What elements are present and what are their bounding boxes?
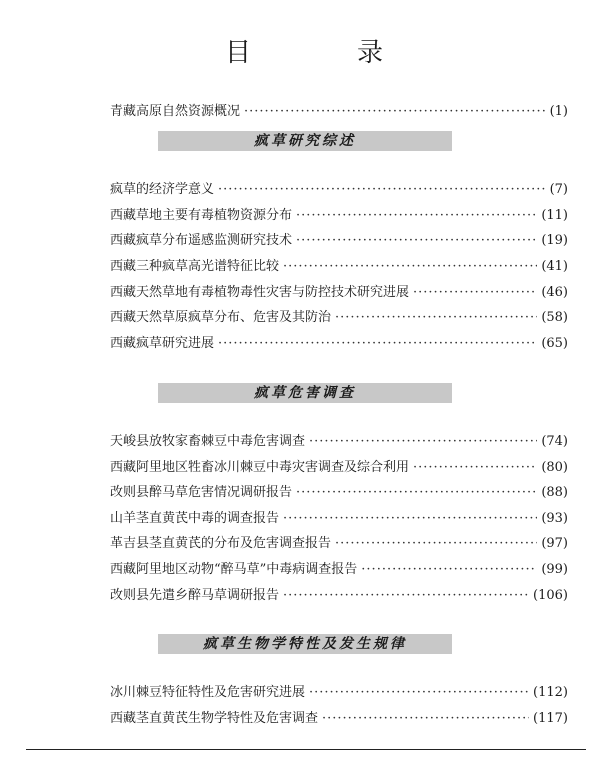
toc-entry[interactable] bbox=[110, 535, 568, 553]
toc-leader-dots bbox=[361, 561, 537, 579]
toc-entry[interactable] bbox=[110, 335, 568, 353]
toc-entry[interactable] bbox=[110, 710, 568, 728]
toc-entry-title: 西藏三种疯草高光谱特征比较 bbox=[110, 259, 280, 274]
toc-entry[interactable] bbox=[110, 561, 568, 579]
toc-entry-page: (106) bbox=[533, 588, 568, 603]
toc-entry-title: 疯草的经济学意义 bbox=[110, 182, 215, 197]
toc-entry-title: 天峻县放牧家畜棘豆中毒危害调查 bbox=[110, 434, 306, 449]
toc-entry-page: (41) bbox=[541, 259, 568, 274]
section-header: 疯草研究综述 bbox=[158, 131, 452, 151]
toc-entry-title: 革吉县茎直黄芪的分布及危害调查报告 bbox=[110, 536, 332, 551]
toc-leader-dots bbox=[335, 309, 537, 327]
toc-entry-page: (112) bbox=[533, 685, 568, 700]
toc-leader-dots bbox=[283, 587, 529, 605]
toc-entry-title: 冰川棘豆特征特性及危害研究进展 bbox=[110, 685, 306, 700]
toc-entry-page: (117) bbox=[533, 711, 568, 726]
toc-leader-dots bbox=[244, 103, 546, 121]
toc-entry-title: 西藏阿里地区牲畜冰川棘豆中毒灾害调查及综合利用 bbox=[110, 460, 410, 475]
toc-entry-page: (58) bbox=[541, 310, 568, 325]
footer-rule bbox=[26, 749, 586, 750]
toc-leader-dots bbox=[218, 181, 546, 199]
toc-entry-page: (97) bbox=[541, 536, 568, 551]
toc-leader-dots bbox=[322, 710, 529, 728]
toc-leader-dots bbox=[309, 433, 537, 451]
toc-entry[interactable] bbox=[110, 684, 568, 702]
toc-entry[interactable] bbox=[110, 309, 568, 327]
toc-entry-title: 西藏天然草地有毒植物毒性灾害与防控技术研究进展 bbox=[110, 285, 410, 300]
toc-leader-dots bbox=[283, 258, 537, 276]
page-title: 目 录 bbox=[224, 38, 423, 68]
toc-entry-page: (93) bbox=[541, 511, 568, 526]
toc-leader-dots bbox=[309, 684, 529, 702]
toc-entry-page: (88) bbox=[541, 485, 568, 500]
toc-leader-dots bbox=[335, 535, 537, 553]
toc-entry[interactable] bbox=[110, 459, 568, 477]
toc-entry-page: (46) bbox=[541, 285, 568, 300]
toc-entry[interactable] bbox=[110, 258, 568, 276]
toc-entry-page: (19) bbox=[541, 233, 568, 248]
toc-entry-page: (80) bbox=[541, 460, 568, 475]
toc-entry[interactable] bbox=[110, 207, 568, 225]
toc-entry[interactable] bbox=[110, 484, 568, 502]
toc-entry-title: 西藏疯草研究进展 bbox=[110, 336, 215, 351]
toc-entry-page: (7) bbox=[549, 182, 568, 197]
toc-entry-page: (65) bbox=[541, 336, 568, 351]
section-header: 疯草生物学特性及发生规律 bbox=[158, 634, 452, 654]
toc-entry[interactable] bbox=[110, 433, 568, 451]
toc-leader-dots bbox=[283, 510, 537, 528]
toc-entry[interactable] bbox=[110, 181, 568, 199]
toc-leader-dots bbox=[218, 335, 537, 353]
toc-entry-page: (1) bbox=[549, 104, 568, 119]
toc-entry-title: 改则县先遣乡醉马草调研报告 bbox=[110, 588, 280, 603]
toc-entry[interactable] bbox=[110, 284, 568, 302]
toc-entry-page: (99) bbox=[541, 562, 568, 577]
toc-entry-title: 青藏高原自然资源概况 bbox=[110, 104, 241, 119]
toc-leader-dots bbox=[296, 207, 537, 225]
toc-entry-title: 改则县醉马草危害情况调研报告 bbox=[110, 485, 293, 500]
toc-leader-dots bbox=[296, 484, 537, 502]
toc-entry[interactable] bbox=[110, 510, 568, 528]
toc-entry-title: 西藏天然草原疯草分布、危害及其防治 bbox=[110, 310, 332, 325]
toc-entry-title: 西藏茎直黄芪生物学特性及危害调查 bbox=[110, 711, 319, 726]
toc-entry-page: (74) bbox=[541, 434, 568, 449]
toc-leader-dots bbox=[413, 459, 537, 477]
toc-entry[interactable] bbox=[110, 232, 568, 250]
section-header: 疯草危害调查 bbox=[158, 383, 452, 403]
toc-entry-page: (11) bbox=[541, 208, 568, 223]
toc-entry-title: 西藏阿里地区动物“醉马草”中毒病调查报告 bbox=[110, 562, 358, 577]
toc-leader-dots bbox=[413, 284, 537, 302]
toc-entry-title: 西藏疯草分布遥感监测研究技术 bbox=[110, 233, 293, 248]
toc-entry-title: 山羊茎直黄芪中毒的调查报告 bbox=[110, 511, 280, 526]
toc-entry[interactable] bbox=[110, 103, 568, 121]
toc-entry-title: 西藏草地主要有毒植物资源分布 bbox=[110, 208, 293, 223]
toc-entry[interactable] bbox=[110, 587, 568, 605]
toc-leader-dots bbox=[296, 232, 537, 250]
